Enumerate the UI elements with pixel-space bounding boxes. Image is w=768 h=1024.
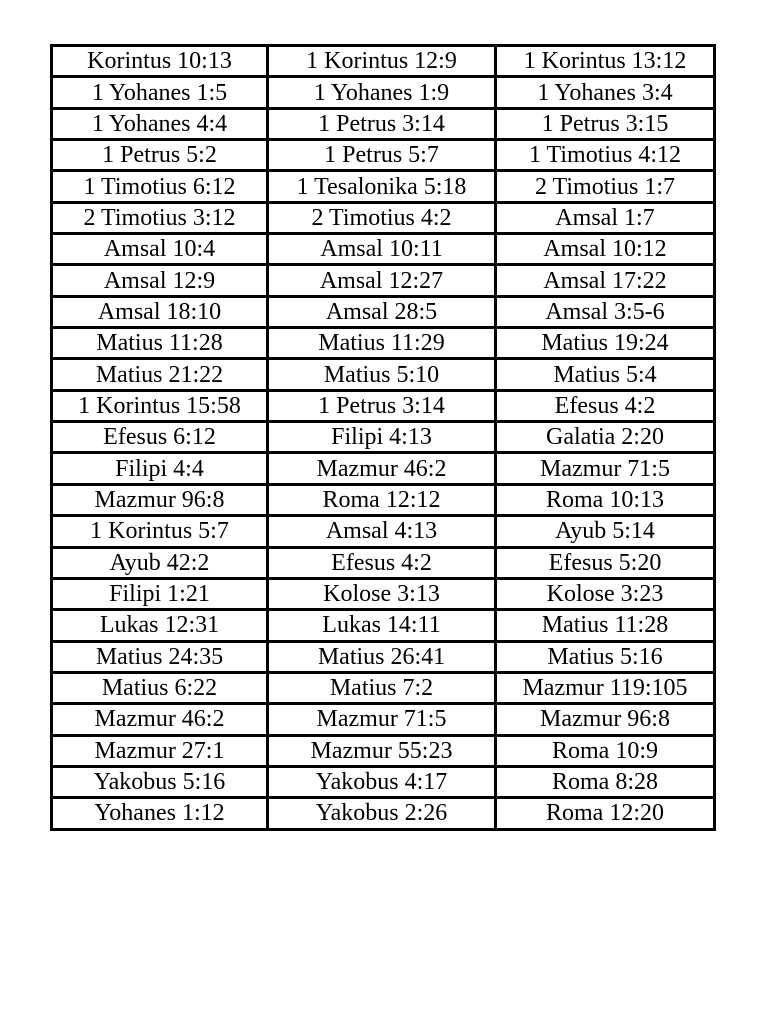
verse-reference-cell: Amsal 10:11 (268, 234, 496, 265)
verse-reference-cell: 2 Timotius 4:2 (268, 202, 496, 233)
verse-reference-cell: Yakobus 4:17 (268, 766, 496, 797)
verse-reference-cell: 1 Korintus 12:9 (268, 46, 496, 77)
verse-reference-cell: Roma 8:28 (496, 766, 715, 797)
verse-reference-cell: Efesus 4:2 (496, 390, 715, 421)
verse-reference-cell: Amsal 1:7 (496, 202, 715, 233)
table-row (52, 328, 715, 359)
verse-reference-cell: Matius 21:22 (52, 359, 268, 390)
verse-reference-cell: 1 Korintus 13:12 (496, 46, 715, 77)
verse-reference-cell: 1 Petrus 3:14 (268, 108, 496, 139)
verse-reference-cell: Matius 7:2 (268, 672, 496, 703)
verse-reference-cell: Mazmur 27:1 (52, 735, 268, 766)
verse-reference-cell: Kolose 3:23 (496, 578, 715, 609)
verse-reference-cell: 1 Timotius 4:12 (496, 140, 715, 171)
table-row (52, 171, 715, 202)
table-row (52, 296, 715, 327)
table-row (52, 453, 715, 484)
verse-reference-cell: Mazmur 96:8 (52, 484, 268, 515)
verse-reference-cell: Matius 11:28 (52, 328, 268, 359)
verse-reference-cell: Mazmur 46:2 (52, 704, 268, 735)
verse-reference-cell: 1 Korintus 15:58 (52, 390, 268, 421)
table-row (52, 202, 715, 233)
verse-reference-cell: 1 Petrus 5:7 (268, 140, 496, 171)
table-row (52, 484, 715, 515)
verse-reference-cell: Efesus 5:20 (496, 547, 715, 578)
verse-reference-cell: 1 Yohanes 1:5 (52, 77, 268, 108)
verse-reference-cell: 2 Timotius 3:12 (52, 202, 268, 233)
verse-reference-cell: Yakobus 2:26 (268, 798, 496, 829)
verse-reference-cell: Lukas 14:11 (268, 610, 496, 641)
verse-reference-cell: Mazmur 119:105 (496, 672, 715, 703)
verse-reference-cell: 1 Yohanes 1:9 (268, 77, 496, 108)
verse-reference-cell: Ayub 5:14 (496, 516, 715, 547)
verse-reference-cell: Matius 11:28 (496, 610, 715, 641)
verse-reference-cell: Amsal 12:27 (268, 265, 496, 296)
table-row (52, 578, 715, 609)
verse-reference-cell: Amsal 17:22 (496, 265, 715, 296)
verse-table-body (52, 46, 715, 830)
table-row (52, 516, 715, 547)
verse-reference-cell: Matius 6:22 (52, 672, 268, 703)
table-row (52, 46, 715, 77)
table-row (52, 766, 715, 797)
verse-reference-cell: 1 Petrus 3:15 (496, 108, 715, 139)
verse-reference-cell: Filipi 4:13 (268, 422, 496, 453)
verse-reference-cell: Ayub 42:2 (52, 547, 268, 578)
verse-reference-cell: Matius 24:35 (52, 641, 268, 672)
verse-reference-cell: Yakobus 5:16 (52, 766, 268, 797)
table-row (52, 547, 715, 578)
table-row (52, 359, 715, 390)
verse-reference-cell: Roma 12:12 (268, 484, 496, 515)
verse-reference-cell: Amsal 12:9 (52, 265, 268, 296)
verse-reference-cell: Amsal 3:5-6 (496, 296, 715, 327)
verse-reference-cell: Filipi 1:21 (52, 578, 268, 609)
verse-reference-table (50, 44, 716, 831)
verse-reference-cell: Matius 11:29 (268, 328, 496, 359)
verse-reference-cell: 1 Yohanes 3:4 (496, 77, 715, 108)
verse-reference-cell: Galatia 2:20 (496, 422, 715, 453)
verse-reference-cell: Amsal 10:4 (52, 234, 268, 265)
verse-reference-cell: Efesus 6:12 (52, 422, 268, 453)
table-row (52, 422, 715, 453)
verse-reference-cell: Mazmur 96:8 (496, 704, 715, 735)
verse-reference-cell: 1 Timotius 6:12 (52, 171, 268, 202)
verse-reference-cell: Matius 19:24 (496, 328, 715, 359)
verse-reference-cell: Amsal 28:5 (268, 296, 496, 327)
table-row (52, 798, 715, 829)
table-row (52, 672, 715, 703)
verse-reference-cell: 1 Petrus 5:2 (52, 140, 268, 171)
verse-reference-cell: Efesus 4:2 (268, 547, 496, 578)
verse-reference-cell: 2 Timotius 1:7 (496, 171, 715, 202)
verse-reference-cell: Mazmur 46:2 (268, 453, 496, 484)
verse-reference-cell: Amsal 18:10 (52, 296, 268, 327)
verse-reference-cell: Roma 12:20 (496, 798, 715, 829)
verse-reference-cell: Matius 26:41 (268, 641, 496, 672)
verse-reference-cell: 1 Tesalonika 5:18 (268, 171, 496, 202)
table-row (52, 704, 715, 735)
verse-reference-cell: Yohanes 1:12 (52, 798, 268, 829)
verse-reference-cell: Roma 10:13 (496, 484, 715, 515)
verse-reference-cell: 1 Petrus 3:14 (268, 390, 496, 421)
table-row (52, 390, 715, 421)
verse-reference-cell: Lukas 12:31 (52, 610, 268, 641)
verse-reference-cell: Mazmur 71:5 (496, 453, 715, 484)
verse-reference-cell: 1 Yohanes 4:4 (52, 108, 268, 139)
verse-reference-cell: Matius 5:16 (496, 641, 715, 672)
table-row (52, 140, 715, 171)
table-row (52, 735, 715, 766)
verse-reference-cell: Amsal 4:13 (268, 516, 496, 547)
verse-reference-cell: Amsal 10:12 (496, 234, 715, 265)
table-row (52, 77, 715, 108)
table-row (52, 108, 715, 139)
verse-reference-cell: 1 Korintus 5:7 (52, 516, 268, 547)
verse-reference-cell: Filipi 4:4 (52, 453, 268, 484)
verse-reference-cell: Mazmur 71:5 (268, 704, 496, 735)
verse-reference-cell: Matius 5:10 (268, 359, 496, 390)
table-row (52, 610, 715, 641)
verse-reference-cell: Roma 10:9 (496, 735, 715, 766)
table-row (52, 265, 715, 296)
verse-reference-cell: Kolose 3:13 (268, 578, 496, 609)
verse-reference-cell: Korintus 10:13 (52, 46, 268, 77)
verse-reference-cell: Matius 5:4 (496, 359, 715, 390)
verse-reference-cell: Mazmur 55:23 (268, 735, 496, 766)
table-row (52, 641, 715, 672)
table-row (52, 234, 715, 265)
